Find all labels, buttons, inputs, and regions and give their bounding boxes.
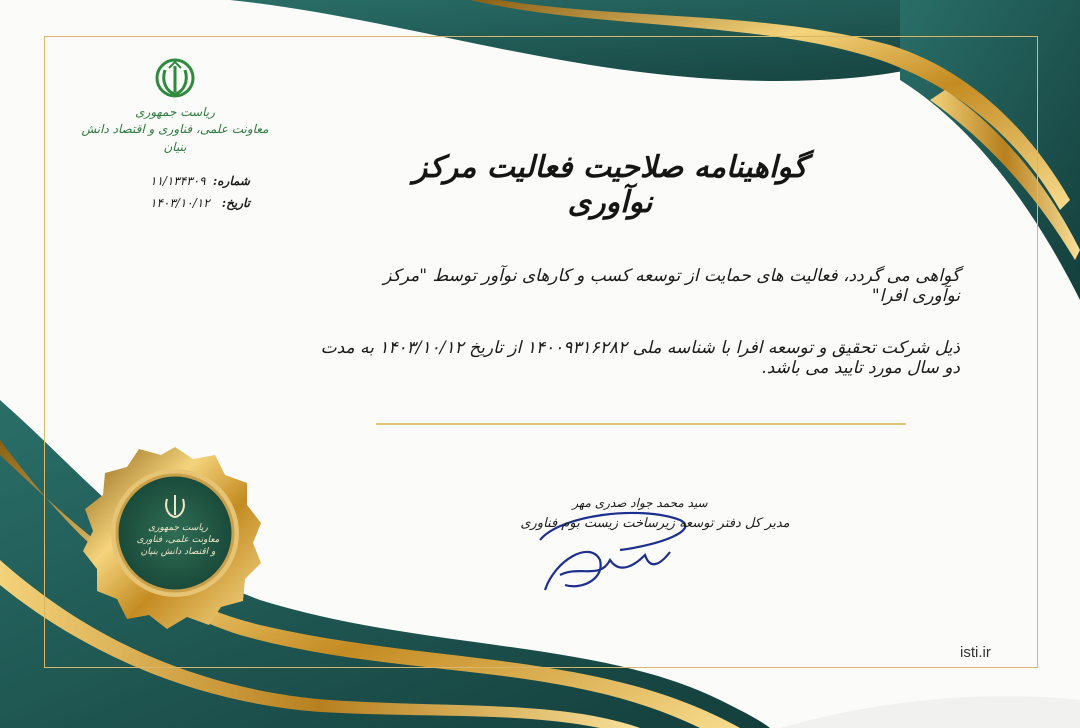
signer-role: مدیر کل دفتر توسعه زیرساخت زیست بوم فناوری xyxy=(520,516,790,531)
date-value: ۱۴۰۳/۱۰/۱۲ xyxy=(150,196,210,210)
body-line-2: ذیل شرکت تحقیق و توسعه افرا با شناسه ملی ۱۴۰۰۹۳۱۶۲۸۲ از تاریخ ۱۴۰۳/۱۰/۱۲ به مدت دو سال مورد تایید می باشد. xyxy=(320,338,960,378)
number-value: ۱۱/۱۳۴۳۰۹ xyxy=(150,174,206,188)
seal-line-2: معاونت علمی، فناوری xyxy=(136,535,220,545)
bottom-right-fill xyxy=(780,696,1080,728)
signer-block xyxy=(520,494,790,536)
date-label: تاریخ: xyxy=(221,196,250,210)
number-label: شماره: xyxy=(212,174,250,188)
signer-name: سید محمد جواد صدری مهر xyxy=(572,496,708,510)
org-line-2: معاونت علمی، فناوری و اقتصاد دانش بنیان xyxy=(81,122,269,154)
seal-line-3: و اقتصاد دانش بنیان xyxy=(140,547,216,557)
body-line-1: گواهی می گردد، فعالیت های حمایت از توسعه کسب و کارهای نوآور توسط "مرکز نوآوری افرا" xyxy=(383,266,960,306)
number-row xyxy=(150,170,250,192)
divider xyxy=(376,423,906,425)
certificate-title: گواهینامه صلاحیت فعالیت مرکز نوآوری xyxy=(412,150,808,220)
date-row xyxy=(150,192,250,214)
organization-header xyxy=(80,104,270,156)
website-link[interactable]: isti.ir xyxy=(960,644,991,661)
seal-line-1: ریاست جمهوری xyxy=(148,523,208,533)
org-line-1: ریاست جمهوری xyxy=(135,105,215,119)
certificate-meta xyxy=(150,170,250,214)
seal-text xyxy=(132,522,224,558)
